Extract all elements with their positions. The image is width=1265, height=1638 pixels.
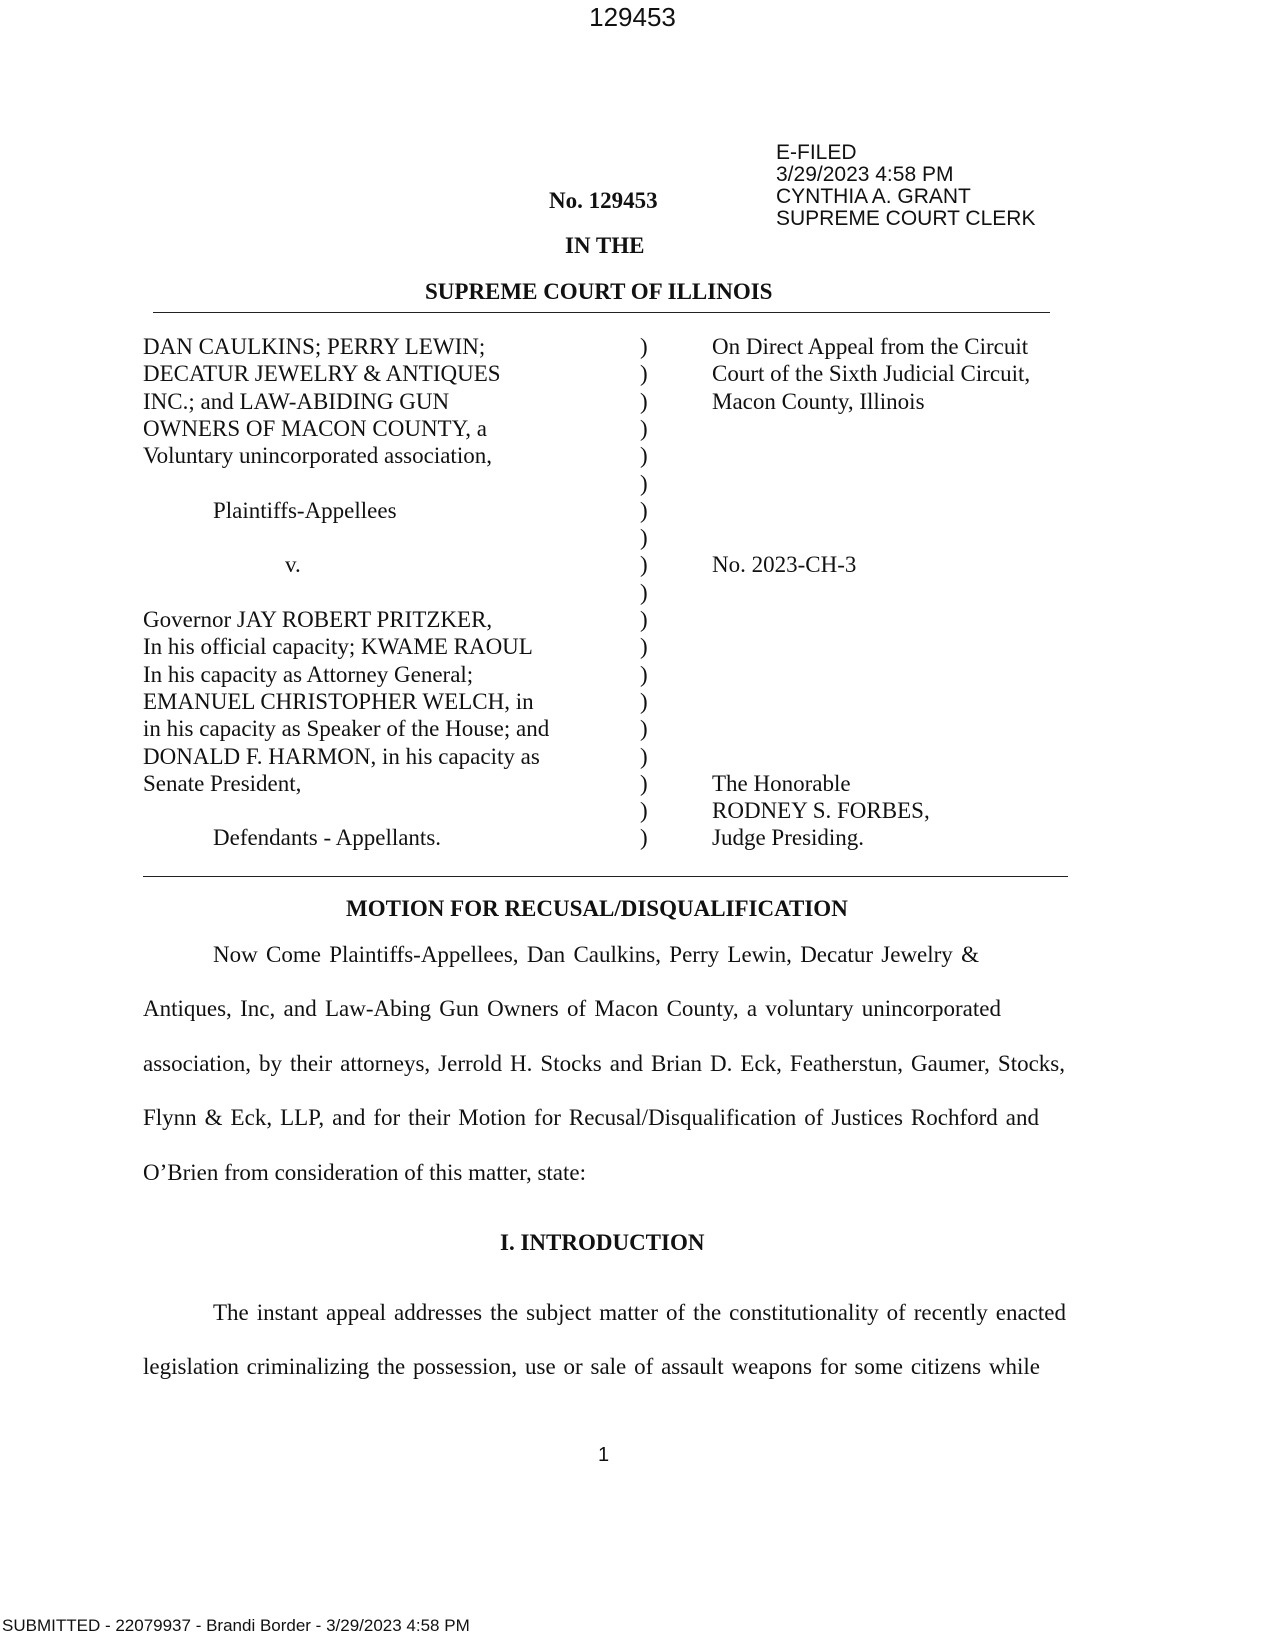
caption-row — [0, 715, 1265, 742]
caption-party-text: v. — [285, 552, 301, 578]
caption-paren: ) — [640, 552, 648, 578]
caption-party-text: Voluntary unincorporated association, — [143, 443, 492, 469]
caption-court-text: Macon County, Illinois — [712, 388, 925, 414]
caption-row — [0, 688, 1265, 715]
caption-row — [0, 579, 1265, 606]
submitted-stamp: SUBMITTED - 22079937 - Brandi Border - 3/29/2023 4:58 PM — [2, 1616, 470, 1635]
caption-court-text: On Direct Appeal from the Circuit — [712, 334, 1029, 359]
caption-row — [0, 824, 1265, 851]
caption-rule — [143, 876, 1068, 877]
caption-party-text: EMANUEL CHRISTOPHER WELCH, in — [143, 688, 534, 714]
motion-heading: MOTION FOR RECUSAL/DISQUALIFICATION — [346, 896, 848, 921]
caption-party-text: in his capacity as Speaker of the House; and — [143, 716, 550, 742]
caption-row — [0, 743, 1265, 770]
caption-court-text: Court of the Sixth Judicial Circuit, — [712, 361, 1031, 387]
caption-court-text: RODNEY S. FORBES, — [712, 798, 930, 824]
caption-party-text: Defendants - Appellants. — [213, 825, 442, 851]
caption-paren: ) — [640, 525, 648, 551]
case-number: No. 129453 — [549, 188, 658, 213]
caption-paren: ) — [640, 770, 648, 796]
caption-paren: ) — [640, 388, 648, 414]
caption-paren: ) — [640, 798, 648, 824]
caption-paren: ) — [640, 688, 648, 714]
caption-row — [0, 442, 1265, 469]
caption-paren: ) — [640, 825, 648, 851]
efiled-line: 3/29/2023 4:58 PM — [776, 163, 954, 186]
caption-row — [0, 661, 1265, 688]
caption-party-text: Governor JAY ROBERT PRITZKER, — [143, 607, 493, 632]
body-line: Flynn & Eck, LLP, and for their Motion for Recusal/Disqualification of Justices Rochford and — [143, 1105, 1039, 1130]
efiled-stamp — [776, 142, 1035, 230]
caption-row — [0, 551, 1265, 578]
caption-paren: ) — [640, 716, 648, 742]
caption-party-text: OWNERS OF MACON COUNTY, a — [143, 415, 487, 441]
caption-party-text: INC.; and LAW-ABIDING GUN — [143, 388, 450, 414]
caption-paren: ) — [640, 361, 648, 387]
page-number: 1 — [598, 1444, 610, 1466]
caption-row — [0, 606, 1265, 633]
caption-row — [0, 333, 1265, 360]
caption-paren: ) — [640, 497, 648, 523]
caption-paren: ) — [640, 607, 648, 632]
efiled-line: SUPREME COURT CLERK — [776, 207, 1036, 230]
body-line: association, by their attorneys, Jerrold H. Stocks and Brian D. Eck, Featherstun, Gaumer, Stocks, — [143, 1051, 1065, 1076]
caption-party-text: DECATUR JEWELRY & ANTIQUES — [143, 361, 501, 387]
caption-party-text: DAN CAULKINS; PERRY LEWIN; — [143, 334, 486, 359]
title-rule — [153, 312, 1050, 313]
top-case-number: 129453 — [589, 2, 676, 32]
caption-party-text: In his capacity as Attorney General; — [143, 661, 474, 687]
efiled-line: CYNTHIA A. GRANT — [776, 185, 971, 208]
body-line: Antiques, Inc, and Law-Abing Gun Owners of Macon County, a voluntary unincorporated — [143, 996, 1001, 1021]
body-line: The instant appeal addresses the subject matter of the constitutionality of recently enacted — [213, 1300, 1066, 1325]
caption-row — [0, 524, 1265, 551]
body-line: legislation criminalizing the possession, use or sale of assault weapons for some citizens while — [143, 1354, 1040, 1379]
caption-paren: ) — [640, 443, 648, 469]
caption-court-text: Judge Presiding. — [712, 825, 865, 851]
introduction-heading: I. INTRODUCTION — [500, 1230, 705, 1255]
caption-row — [0, 497, 1265, 524]
caption-paren: ) — [640, 579, 648, 605]
court-name: SUPREME COURT OF ILLINOIS — [425, 279, 773, 304]
caption-court-text: The Honorable — [712, 770, 851, 796]
caption-court-text: No. 2023-CH-3 — [712, 552, 857, 578]
body-line: Now Come Plaintiffs-Appellees, Dan Caulkins, Perry Lewin, Decatur Jewelry & — [213, 942, 979, 967]
caption-paren: ) — [640, 415, 648, 441]
caption-row — [0, 633, 1265, 660]
caption-party-text: In his official capacity; KWAME RAOUL — [143, 634, 533, 660]
caption-party-text: Senate President, — [143, 770, 302, 796]
caption-party-text: Plaintiffs-Appellees — [213, 497, 397, 523]
in-the-heading: IN THE — [565, 233, 645, 258]
caption-paren: ) — [640, 334, 648, 359]
caption-paren: ) — [640, 634, 648, 660]
efiled-line: E-FILED — [776, 141, 857, 164]
caption-row — [0, 797, 1265, 824]
caption-paren: ) — [640, 743, 648, 769]
body-line: O’Brien from consideration of this matter, state: — [143, 1160, 586, 1185]
caption-party-text: DONALD F. HARMON, in his capacity as — [143, 743, 540, 769]
caption-row — [0, 415, 1265, 442]
caption-row — [0, 360, 1265, 387]
caption-row — [0, 770, 1265, 797]
caption-paren: ) — [640, 661, 648, 687]
caption-row — [0, 388, 1265, 415]
caption-row — [0, 470, 1265, 497]
caption-paren: ) — [640, 470, 648, 496]
